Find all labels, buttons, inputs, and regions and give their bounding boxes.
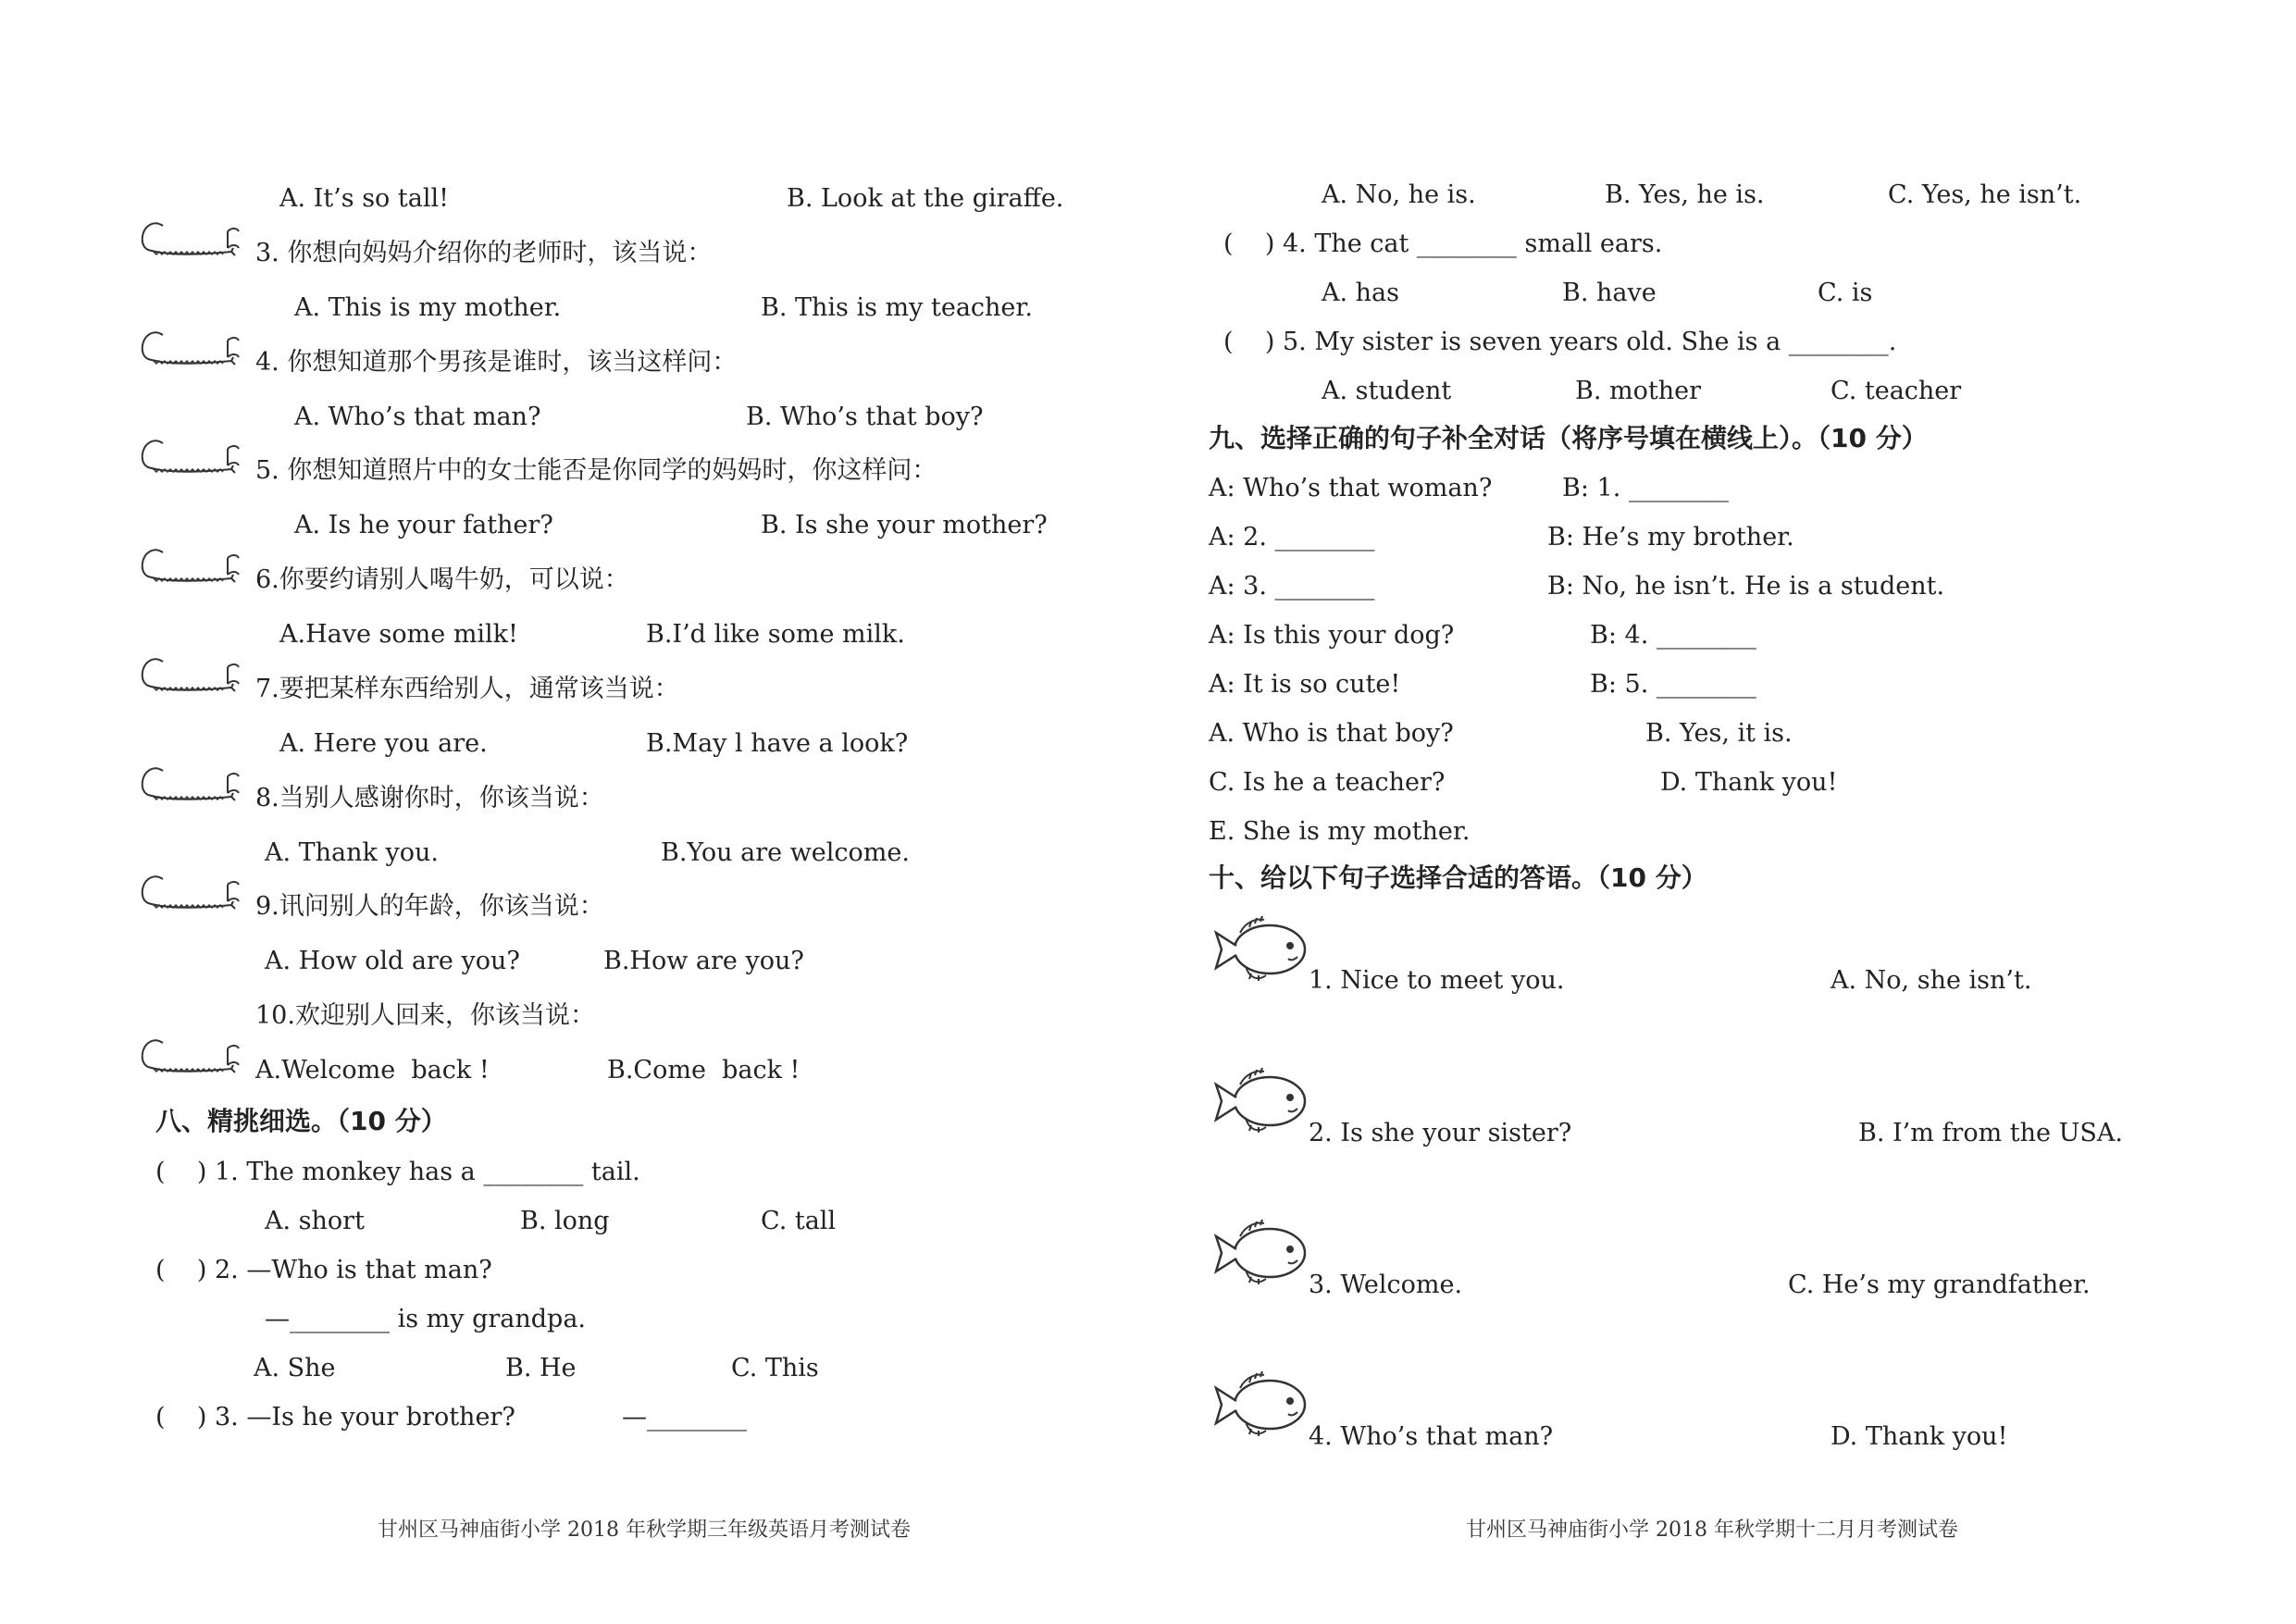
question-option: A.Have some milk! — [279, 620, 518, 649]
dialogue-line: A: It is so cute! — [1209, 670, 1401, 699]
question-prompt: 5. 你想知道照片中的女士能否是你同学的妈妈时，你这样问： — [255, 456, 937, 485]
match-question: 1. Nice to meet you. — [1309, 966, 1565, 995]
question-option: C. teacher — [1831, 377, 1962, 405]
question-option: A. It’s so tall! — [279, 184, 449, 213]
question-option: A. student — [1322, 377, 1452, 405]
question-line: —________ is my grandpa. — [265, 1305, 587, 1333]
question-prompt: 6.你要约请别人喝牛奶，可以说： — [255, 565, 629, 594]
dialogue-option: C. Is he a teacher? — [1209, 768, 1446, 797]
question-option: B. mother — [1575, 377, 1701, 405]
question-prompt: 9.讯问别人的年龄，你该当说： — [255, 892, 604, 921]
question-option: A. Thank you. — [265, 838, 439, 867]
question-option: A. short — [265, 1207, 365, 1235]
question-option: A. How old are you? — [265, 947, 520, 975]
section-9-title: 九、选择正确的句子补全对话（将序号填在横线上）。（10 分） — [1209, 423, 1928, 453]
choice-question: ( ) 2. —Who is that man? — [155, 1256, 492, 1284]
fish-icon — [1209, 1060, 1310, 1144]
question-option: C. is — [1818, 279, 1873, 307]
question-option: A. This is my mother. — [294, 293, 562, 322]
question-option: B. Is she your mother? — [761, 511, 1048, 539]
dialogue-line: A: Who’s that woman? — [1209, 474, 1493, 502]
question-option: A. Is he your father? — [294, 511, 553, 539]
dialogue-line: A: 3. ________ — [1209, 572, 1375, 601]
wing-answer-box-icon — [139, 432, 241, 488]
wing-answer-box-icon — [139, 541, 241, 597]
match-answer: B. I’m from the USA. — [1858, 1119, 2123, 1147]
question-option: B. have — [1562, 279, 1657, 307]
wing-answer-box-icon — [139, 651, 241, 706]
choice-question: ( ) 1. The monkey has a ________ tail. — [155, 1158, 640, 1186]
match-question: 3. Welcome. — [1309, 1271, 1463, 1299]
match-answer: A. No, she isn’t. — [1831, 966, 2032, 995]
question-option: A. Here you are. — [279, 729, 488, 758]
question-prompt: 10.欢迎别人回来，你该当说： — [255, 1001, 595, 1030]
section-10-title: 十、给以下句子选择合适的答语。（10 分） — [1209, 862, 1707, 893]
page-footer: 甘州区马神庙街小学 2018 年秋学期三年级英语月考测试卷 — [378, 1519, 911, 1542]
wing-answer-box-icon — [139, 868, 241, 924]
choice-question: ( ) 4. The cat ________ small ears. — [1223, 229, 1663, 258]
question-option: C. Yes, he isn’t. — [1888, 180, 2082, 209]
dialogue-option: D. Thank you! — [1660, 768, 1838, 797]
choice-question: ( ) 5. My sister is seven years old. She is a ________. — [1223, 328, 1897, 356]
question-option: A.Welcome back ! — [255, 1056, 490, 1085]
question-option: B. This is my teacher. — [761, 293, 1033, 322]
question-option: B. Yes, he is. — [1605, 180, 1765, 209]
question-option: A. No, he is. — [1322, 180, 1476, 209]
question-option: C. This — [731, 1354, 819, 1382]
wing-answer-box-icon — [139, 760, 241, 815]
question-option: B. Look at the giraffe. — [787, 184, 1064, 213]
question-option: A. She — [254, 1354, 336, 1382]
section-8-title: 八、精挑细选。（10 分） — [155, 1106, 447, 1136]
match-question: 4. Who’s that man? — [1309, 1422, 1554, 1451]
dialogue-line: B: He’s my brother. — [1547, 523, 1794, 552]
question-option: B.I’d like some milk. — [646, 620, 905, 649]
question-option: B.You are welcome. — [661, 838, 910, 867]
choice-question: ( ) 3. —Is he your brother? — [155, 1403, 515, 1432]
wing-answer-box-icon — [139, 1032, 241, 1087]
question-option: B.May l have a look? — [646, 729, 909, 758]
dialogue-option: B. Yes, it is. — [1645, 719, 1793, 748]
match-answer: C. He’s my grandfather. — [1788, 1271, 2091, 1299]
question-option: B.How are you? — [603, 947, 804, 975]
question-prompt: 7.要把某样东西给别人，通常该当说： — [255, 675, 679, 703]
question-option: B. He — [505, 1354, 577, 1382]
answer-blank: —________ — [622, 1403, 747, 1432]
wing-answer-box-icon — [139, 324, 241, 379]
match-answer: D. Thank you! — [1831, 1422, 2008, 1451]
dialogue-option: A. Who is that boy? — [1209, 719, 1454, 748]
fish-icon — [1209, 1364, 1310, 1447]
page-footer: 甘州区马神庙街小学 2018 年秋学期十二月月考测试卷 — [1466, 1519, 1958, 1542]
question-option: A. has — [1322, 279, 1400, 307]
dialogue-option: E. She is my mother. — [1209, 817, 1471, 846]
fish-icon — [1209, 1212, 1310, 1295]
dialogue-line: B: 4. ________ — [1590, 621, 1756, 650]
question-prompt: 8.当别人感谢你时，你该当说： — [255, 784, 604, 812]
question-prompt: 4. 你想知道那个男孩是谁时，该当这样问： — [255, 348, 738, 377]
dialogue-line: B: 1. ________ — [1562, 474, 1729, 502]
question-option: A. Who’s that man? — [294, 403, 541, 431]
question-option: C. tall — [761, 1207, 837, 1235]
dialogue-line: B: 5. ________ — [1590, 670, 1756, 699]
match-question: 2. Is she your sister? — [1309, 1119, 1572, 1147]
question-option: B. long — [520, 1207, 610, 1235]
dialogue-line: A: Is this your dog? — [1209, 621, 1455, 650]
question-option: B.Come back ! — [607, 1056, 800, 1085]
wing-answer-box-icon — [139, 215, 241, 270]
fish-icon — [1209, 909, 1310, 992]
question-option: B. Who’s that boy? — [746, 403, 984, 431]
question-prompt: 3. 你想向妈妈介绍你的老师时，该当说： — [255, 239, 713, 267]
dialogue-line: A: 2. ________ — [1209, 523, 1375, 552]
dialogue-line: B: No, he isn’t. He is a student. — [1547, 572, 1945, 601]
